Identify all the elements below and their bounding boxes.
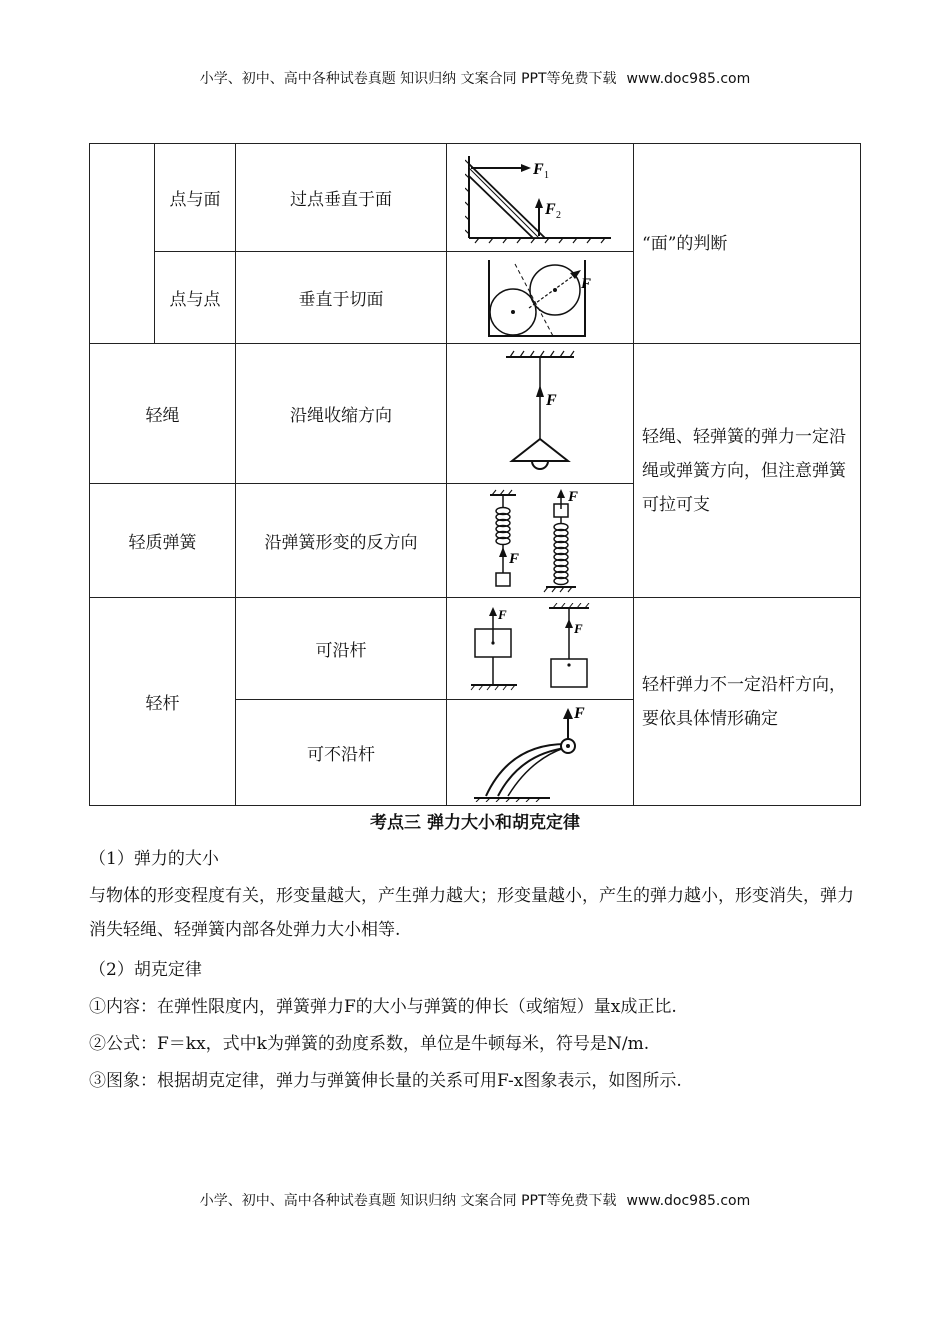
type-cell: 点与点: [155, 252, 236, 344]
direction-cell: 垂直于切面: [236, 252, 447, 344]
label-f: F: [574, 620, 583, 636]
footer-text: 小学、初中、高中各种试卷真题 知识归纳 文案合同 PPT等免费下载: [199, 1193, 617, 1209]
curved-rod-figure: [470, 704, 610, 802]
figure-cell: [447, 344, 634, 484]
footer-url: www.doc985.com: [626, 1193, 751, 1209]
direction-cell: 可不沿杆: [236, 700, 447, 806]
page-header: [0, 68, 950, 88]
section-title: 考点三 弹力大小和胡克定律: [370, 813, 580, 833]
direction-cell: 沿绳收缩方向: [236, 344, 447, 484]
header-text: 小学、初中、高中各种试卷真题 知识归纳 文案合同 PPT等免费下载: [199, 71, 617, 87]
paragraph-heading: （1）弹力的大小: [89, 849, 219, 869]
direction-cell: 沿弹簧形变的反方向: [236, 484, 447, 598]
paragraph-item: ③图象：根据胡克定律，弹力与弹簧伸长量的关系可用F-x图象表示，如图所示.: [89, 1071, 682, 1091]
header-url: www.doc985.com: [626, 71, 751, 87]
label-f: F: [509, 550, 520, 567]
type-cell: 轻质弹簧: [90, 484, 236, 598]
type-cell: 点与面: [155, 144, 236, 252]
direction-cell: 过点垂直于面: [236, 144, 447, 252]
figure-cell: [447, 700, 634, 806]
note-rope-spring: 轻绳、轻弹簧的弹力一定沿绳或弹簧方向，但注意弹簧可拉可支: [634, 344, 861, 598]
type-cell: 轻杆: [90, 598, 236, 806]
figure-cell: [447, 144, 634, 252]
type-cell: 轻绳: [90, 344, 236, 484]
rod-against-wall-figure: [465, 150, 615, 246]
direction-cell: 可沿杆: [236, 598, 447, 700]
paragraph-item: ①内容：在弹性限度内，弹簧弹力F的大小与弹簧的伸长（或缩短）量x成正比.: [89, 997, 677, 1017]
note-face: “面”的判断: [634, 144, 861, 344]
figure-cell: [447, 598, 634, 700]
rods-along-figure: [465, 603, 615, 695]
hanging-lamp-figure: [500, 349, 580, 479]
label-f2-sub: 2: [556, 209, 561, 221]
label-f1: F: [533, 160, 544, 178]
elastic-force-table: [89, 143, 861, 806]
label-f: F: [546, 391, 557, 409]
page-footer: [0, 1190, 950, 1210]
label-f: F: [581, 275, 592, 292]
figure-cell: [447, 484, 634, 598]
paragraph-item: ②公式：F＝kx，式中k为弹簧的劲度系数，单位是牛顿每米，符号是N/m.: [89, 1034, 650, 1054]
note-rod: 轻杆弹力不一定沿杆方向，要依具体情形确定: [634, 598, 861, 806]
two-balls-figure: [485, 256, 595, 340]
paragraph-body: 与物体的形变程度有关，形变量越大，产生弹力越大；形变量越小，产生的弹力越小，形变消失，弹力消失轻绳、轻弹簧内部各处弹力大小相等.: [89, 886, 854, 940]
label-f: F: [568, 488, 579, 505]
figure-cell: [447, 252, 634, 344]
label-f1-sub: 1: [544, 169, 549, 181]
label-f: F: [498, 606, 507, 622]
springs-figure: [480, 489, 600, 593]
label-f2: F: [545, 200, 556, 218]
label-f: F: [574, 704, 585, 722]
paragraph-heading: （2）胡克定律: [89, 960, 202, 980]
blank-cell: [90, 144, 155, 344]
